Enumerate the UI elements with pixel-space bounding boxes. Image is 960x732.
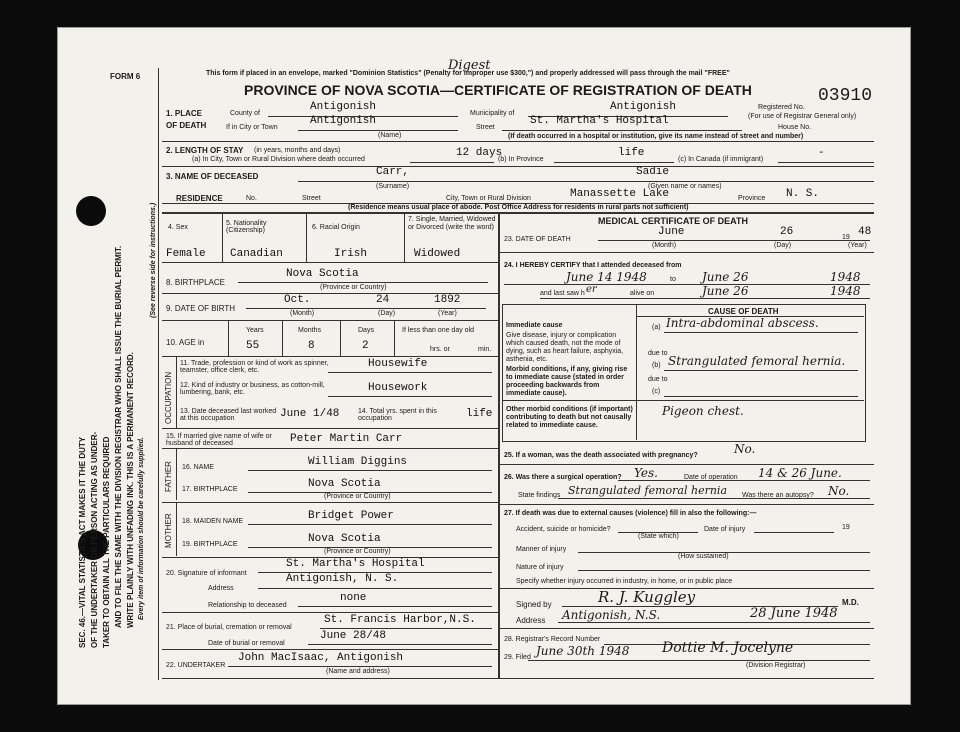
pregnancy-label: 25. If a woman, was the death associated with pregnancy? [504,452,698,459]
dob-year-caption: (Year) [438,310,457,317]
operation-date-label: Date of operation [684,474,738,481]
state-which-caption: (State which) [638,533,679,540]
registered-no-label: Registered No. [758,104,805,111]
stay-b-label: (b) In Province [498,156,544,163]
county-label: County of [230,110,260,117]
filed-value: June 30th 1948 [536,644,630,658]
given-caption: (Given name or names) [648,183,722,190]
days-label: Days [358,327,374,334]
md-label: M.D. [842,598,859,607]
punch-hole [76,196,106,226]
attended-to-value: June 26 [702,270,749,284]
maiden-name-label: 18. MAIDEN NAME [182,518,244,525]
cause-a-value: Intra-abdominal abscess. [666,316,819,330]
total-years-label: 14. Total yrs. spent in this occupation [358,408,437,422]
stay-a-label: (a) In City, Town or Rural Division where death occurred [192,156,365,163]
cause-a-label: (a) [652,324,661,331]
marital-label: 7. Single, Married, Widowed or Divorced (write the word) [408,216,496,231]
relationship-label: Relationship to deceased [208,602,287,609]
age-years-value: 55 [246,340,260,352]
alive-on-year: 1948 [830,284,861,298]
industry-label: 12. Kind of industry or business, as cotton-mill, lumbering, bank, etc. [180,382,325,396]
cause-c-label: (c) [652,388,661,395]
external-causes-label: 27. If death was due to external causes (violence) fill in also the following:— [504,510,757,517]
length-of-stay-caption: (in years, months and days) [254,147,341,154]
less-than-day-label: If less than one day old [402,327,474,334]
margin-notice: AND TO FILE THE SAME WITH THE DIVISION REGISTRAR WHO SHALL ISSUE THE BURIAL PERMIT. [114,245,123,628]
record-number-label: 28. Registrar's Record Number [504,636,601,643]
hrs-label: hrs. or [430,346,450,353]
racial-origin-label: 6. Racial Origin [312,224,360,231]
birthplace-value: Nova Scotia [286,268,359,280]
dod-month-value: June [658,226,685,238]
date-of-birth-label: 9. DATE OF BIRTH [166,304,236,313]
dod-year-value: 48 [858,226,872,238]
stay-c-value: - [818,147,825,159]
dod-day-value: 26 [780,226,794,238]
death-certificate [58,28,910,704]
spouse-value: Peter Martin Carr [290,433,403,445]
page-title: PROVINCE OF NOVA SCOTIA—CERTIFICATE OF REGISTRATION OF DEATH [244,82,752,98]
occupation-side-label: OCCUPATION [164,371,173,424]
stay-a-value: 12 days [456,147,503,159]
last-worked-value: June 1/48 [280,408,340,420]
digest-stamp: Digest [448,58,491,73]
medical-heading: MEDICAL CERTIFICATE OF DEATH [598,216,748,226]
attended-to-label: to [670,276,676,283]
father-side-label: FATHER [164,461,173,492]
house-no-label: House No. [778,124,812,131]
place-subtitle: (If death occurred in a hospital or institution, give its name instead of street and number) [508,133,804,140]
residence-street-label: Street [302,195,321,202]
age-days-value: 2 [362,340,369,352]
years-label: Years [246,327,264,334]
dod-day-caption: (Day) [774,242,792,249]
surgery-value: Yes. [634,466,658,480]
margin-notice: OF THE UNDERTAKER OR PERSON ACTING AS UNDER- [90,431,99,648]
municipality-value: Antigonish [610,101,677,113]
father-birthplace-value: Nova Scotia [308,478,381,490]
father-birthplace-caption: (Province or Country) [324,493,391,500]
age-months-value: 8 [308,340,315,352]
attended-label: 24. I HEREBY CERTIFY that I attended deceased from [504,262,682,269]
alive-on-value: June 26 [702,284,749,298]
sex-label: 4. Sex [168,224,188,231]
dod-month-caption: (Month) [652,242,677,249]
months-label: Months [298,327,321,334]
margin-notice: TAKER TO OBTAIN ALL THE PARTICULARS REQUIRED [102,436,111,648]
maiden-name-value: Bridget Power [308,510,394,522]
registrar-caption: (Division Registrar) [746,662,806,669]
place-of-death-label: 1. PLACE OF DEATH [166,109,207,130]
injury-date-label: Date of injury [704,526,746,533]
given-name-value: Sadie [636,166,670,178]
industry-value: Housework [368,382,428,394]
trade-value: Housewife [368,358,428,370]
father-birthplace-label: 17. BIRTHPLACE [182,486,238,493]
attended-from-value: June 14 1948 [566,270,647,284]
length-of-stay-label: 2. LENGTH OF STAY [166,146,244,155]
residence-province-value: N. S. [786,188,820,200]
morbid-conditions-label: Morbid conditions, if any, giving rise to immediate cause (stated in order proceeding backwards from immediate cause). [506,366,628,397]
form-number: FORM 6 [110,72,141,81]
attended-to-year: 1948 [830,270,861,284]
spouse-label: 15. If married give name of wife or husband of deceased [166,433,272,447]
margin-notice: Every item of information should be carefully supplied. [138,437,145,620]
top-notice: This form if placed in an envelope, marked "Dominion Statistics" (Penalty for improper use $300,") and properly addressed will pass through the mail "FREE" [206,70,730,77]
certificate-number: 03910 [818,86,873,106]
racial-origin-value: Irish [334,248,368,260]
residence-province-label: Province [738,195,766,202]
registrar-signature: Dottie M. Jocelyne [662,640,794,656]
signed-by-value: R. J. Kuggley [598,588,696,606]
undertaker-caption: (Name and address) [326,668,390,675]
residence-no-label: No. [246,195,257,202]
physician-address-label: Address [516,616,546,625]
margin-divider [158,68,159,680]
dob-year-value: 1892 [434,294,461,306]
autopsy-value: No. [828,484,850,498]
dob-month-caption: (Month) [290,310,315,317]
other-conditions-label: Other morbid conditions (if important) contributing to death but not causally related to immediate cause. [506,406,633,429]
informant-sig-label: 20. Signature of informant [166,570,247,577]
immediate-cause-label: Immediate cause [506,322,563,329]
father-name-label: 16. NAME [182,464,214,471]
surname-caption: (Surname) [376,183,410,190]
due-to-a: due to [648,350,668,357]
trade-label: 11. Trade, profession or kind of work as spinner, teamster, office clerk, etc. [180,360,329,374]
city-label: If in City or Town [226,124,278,131]
birthplace-caption: (Province or Country) [320,284,387,291]
column-divider [498,212,500,678]
filed-label: 29. Filed [504,654,531,661]
street-value: St. Martha's Hospital [530,115,669,127]
last-saw-label: and last saw h [540,290,585,297]
alive-on-label: alive on [630,290,655,297]
undertaker-label: 22. UNDERTAKER [166,662,226,669]
date-of-death-label: 23. DATE OF DEATH [504,236,571,243]
findings-label: State findings [518,492,561,499]
stay-c-label: (c) In Canada (if immigrant) [678,156,764,163]
name-caption: (Name) [378,132,402,139]
dob-month-value: Oct. [284,294,311,306]
pregnancy-value: No. [734,442,756,456]
due-to-b: due to [648,376,668,383]
informant-sig-value: St. Martha's Hospital [286,558,425,570]
other-conditions-value: Pigeon chest. [662,404,744,418]
city-value: Antigonish [310,115,377,127]
physician-sign-date: 28 June 1948 [750,606,838,621]
findings-value: Strangulated femoral hernia [568,484,728,497]
margin-notice: SEC. 46.—VITAL STATISTICS ACT MAKES IT THE DUTY [78,436,87,648]
manner-label: Manner of injury [516,546,567,553]
name-of-deceased-label: 3. NAME OF DECEASED [166,172,259,181]
cause-b-value: Strangulated femoral hernia. [668,354,846,368]
last-saw-her: er [586,284,597,295]
autopsy-label: Was there an autopsy? [742,492,814,499]
cause-heading: CAUSE OF DEATH [708,307,779,316]
informant-address-label: Address [208,585,234,592]
residence-label: RESIDENCE [176,194,223,203]
municipality-label: Municipality of [470,110,515,117]
undertaker-value: John MacIsaac, Antigonish [238,652,404,664]
operation-date-value: 14 & 26 June. [758,466,842,480]
how-sustained-caption: (How sustained) [678,553,729,560]
burial-date-label: Date of burial or removal [208,640,285,647]
injury-year-prefix: 19 [842,524,850,531]
dob-day-caption: (Day) [378,310,396,317]
mother-birthplace-caption: (Province or Country) [324,548,391,555]
relationship-value: none [340,592,367,604]
physician-address-value: Antigonish, N.S. [562,608,661,622]
margin-notice: (See reverse side for instructions.) [150,202,157,318]
birthplace-label: 8. BIRTHPLACE [166,278,225,287]
county-value: Antigonish [310,101,377,113]
immediate-cause-help: Give disease, injury or complication which caused death, not the mode of dying, such as heart failure, asphyxia, asthenia, etc. [506,332,624,363]
dod-year-caption: (Year) [848,242,867,249]
margin-notice: WRITE PLAINLY WITH UNFADING INK. THIS IS A PERMANENT RECORD. [126,352,135,628]
surname-value: Carr, [376,166,410,178]
residence-city-label: City, Town or Rural Division [446,195,531,202]
residence-city-value: Manassette Lake [570,188,670,200]
informant-address-value: Antigonish, N. S. [286,573,399,585]
registrar-use-note: (For use of Registrar General only) [748,113,857,120]
mother-side-label: MOTHER [164,513,173,548]
sex-value: Female [166,248,206,260]
signed-by-label: Signed by [516,600,552,609]
dod-year-prefix: 19 [842,234,850,241]
specify-label: Specify whether injury occurred in industry, in home, or in public place [516,578,733,585]
min-label: min. [478,346,492,353]
mother-birthplace-label: 19. BIRTHPLACE [182,541,238,548]
burial-place-label: 21. Place of burial, cremation or removal [166,624,292,631]
stay-b-value: life [618,147,645,159]
mother-birthplace-value: Nova Scotia [308,533,381,545]
father-name-value: William Diggins [308,456,408,468]
total-years-value: life [466,408,493,420]
residence-caption: (Residence means usual place of abode. Post Office Address for residents in rural parts not sufficient) [348,204,689,211]
burial-place-value: St. Francis Harbor,N.S. [324,614,476,626]
last-worked-label: 13. Date deceased last worked at this occupation [180,408,277,422]
nature-label: Nature of injury [516,564,564,571]
nationality-label: 5. Nationality (Citizenship) [226,220,267,234]
surgery-label: 26. Was there a surgical operation? [504,474,622,481]
cause-b-label: (b) [652,362,661,369]
street-label: Street [476,124,495,131]
burial-date-value: June 28/48 [320,630,387,642]
nationality-value: Canadian [230,248,283,260]
dob-day-value: 24 [376,294,390,306]
marital-value: Widowed [414,248,461,260]
accident-label: Accident, suicide or homicide? [516,526,611,533]
age-label: 10. AGE in [166,338,205,347]
